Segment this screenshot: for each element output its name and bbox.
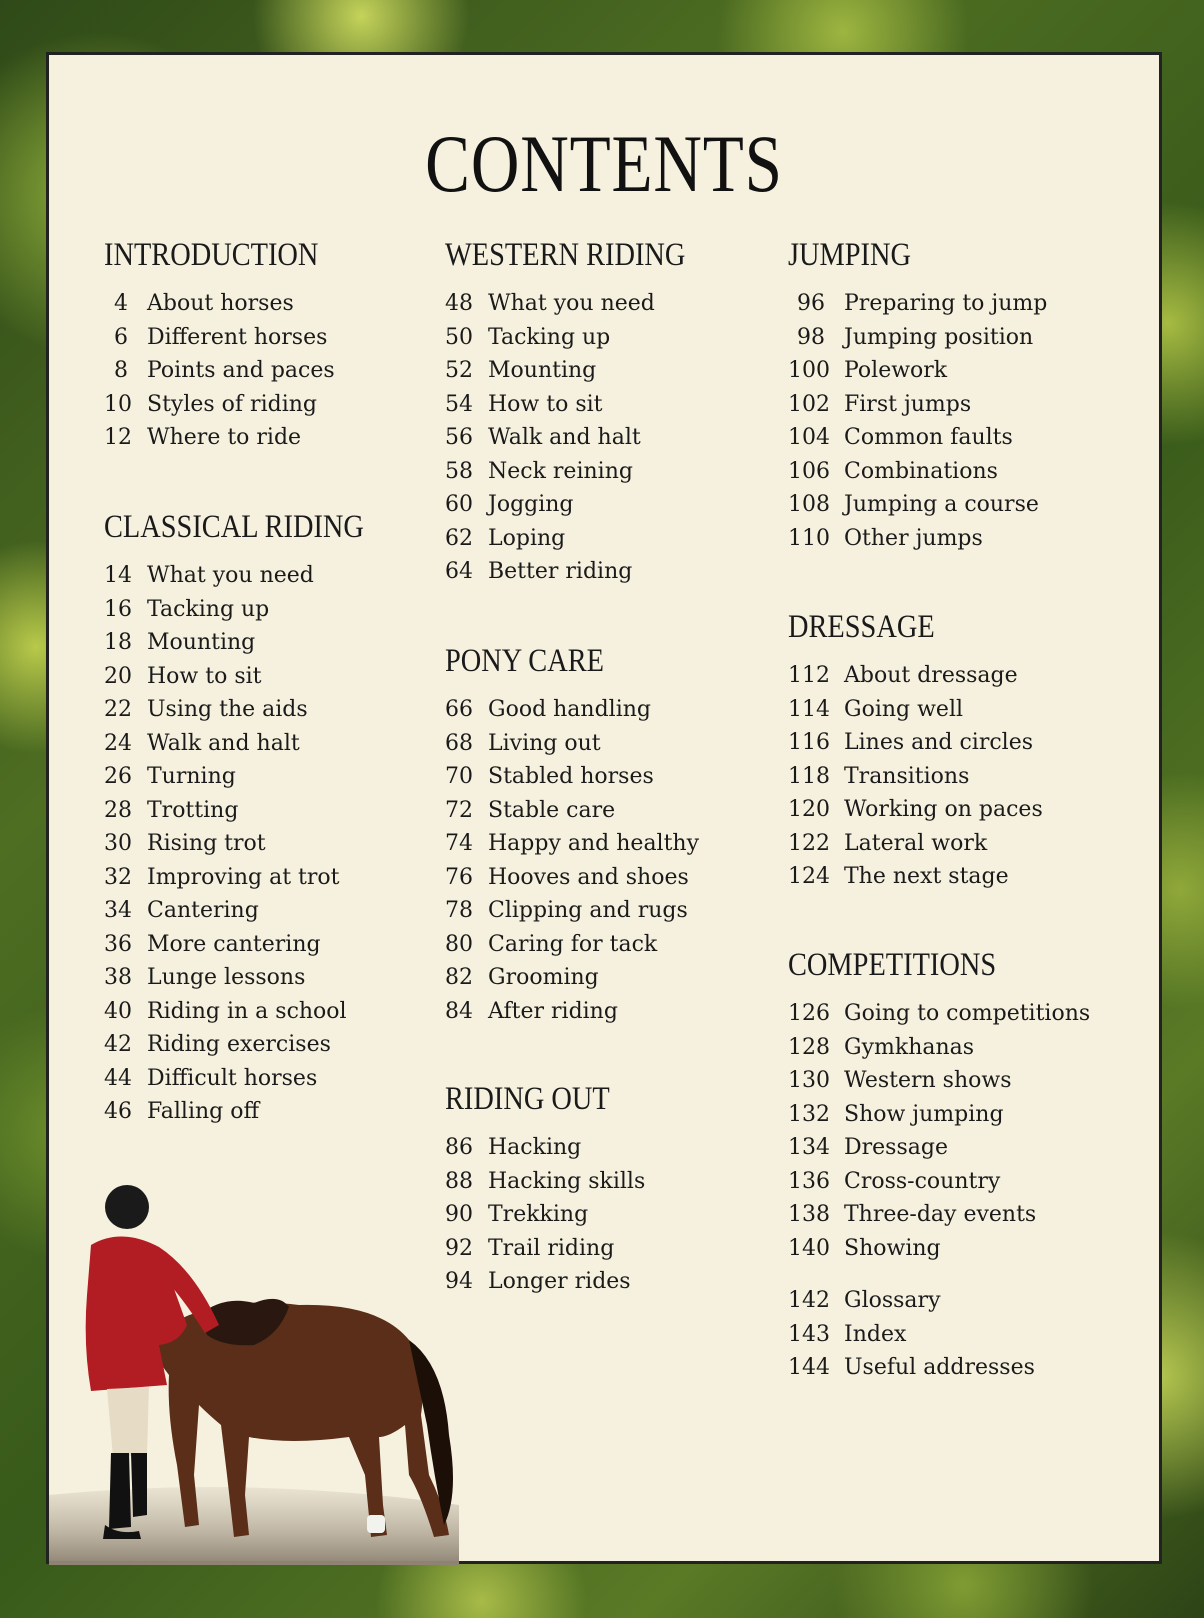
page-number: 108	[788, 492, 830, 517]
entry-title: Preparing to jump	[844, 291, 1048, 316]
entry-title: Going to competitions	[844, 1001, 1091, 1026]
entry-title: Combinations	[844, 458, 998, 484]
page-number: 48	[445, 291, 473, 316]
page-number: 122	[788, 830, 830, 856]
toc-entry[interactable]	[104, 1095, 406, 1129]
toc-entry[interactable]	[104, 760, 406, 794]
toc-entry[interactable]	[788, 354, 1047, 388]
section-heading: DRESSAGE	[788, 609, 935, 645]
toc-entry[interactable]	[788, 726, 1043, 760]
toc-entry[interactable]	[104, 421, 353, 455]
toc-entry[interactable]	[788, 1232, 1090, 1266]
entry-list	[788, 1284, 1035, 1385]
page-number: 36	[104, 931, 132, 957]
page-number: 40	[104, 998, 132, 1024]
page-number: 54	[445, 391, 473, 417]
toc-entry[interactable]	[104, 794, 406, 828]
toc-entry[interactable]	[104, 388, 353, 422]
entry-title: Grooming	[488, 965, 599, 990]
toc-entry[interactable]	[104, 928, 406, 962]
toc-entry[interactable]	[104, 559, 406, 593]
section-heading: RIDING OUT	[445, 1081, 610, 1117]
page-number: 66	[445, 697, 473, 722]
page-number: 34	[104, 898, 132, 923]
toc-entry[interactable]	[445, 827, 699, 861]
toc-entry[interactable]	[104, 861, 406, 895]
toc-entry[interactable]	[104, 727, 406, 761]
toc-entry[interactable]	[788, 1031, 1090, 1065]
section-introduction	[104, 233, 353, 455]
entry-title: Working on paces	[844, 797, 1043, 822]
page-number: 138	[788, 1202, 830, 1227]
entry-title: Lateral work	[844, 830, 988, 856]
page-number: 110	[788, 525, 830, 551]
entry-title: How to sit	[488, 391, 603, 417]
entry-title: The next stage	[844, 864, 1009, 889]
page-number: 60	[445, 492, 473, 517]
entry-title: Tacking up	[488, 324, 611, 350]
section-heading: WESTERN RIDING	[445, 237, 686, 273]
entry-title: Dressage	[844, 1135, 948, 1160]
entry-list	[788, 997, 1090, 1265]
entry-title: Where to ride	[147, 425, 302, 450]
page-number: 118	[788, 763, 830, 789]
entry-title: Going well	[844, 696, 964, 722]
toc-entry[interactable]	[445, 488, 725, 522]
page-number: 90	[445, 1202, 473, 1227]
toc-entry[interactable]	[788, 1098, 1090, 1132]
toc-entry[interactable]	[445, 760, 699, 794]
page-number: 84	[445, 998, 473, 1024]
toc-entry[interactable]	[788, 1318, 1035, 1352]
toc-entry[interactable]	[104, 626, 406, 660]
entry-title: Stable care	[488, 797, 616, 823]
toc-entry[interactable]	[104, 995, 406, 1029]
entry-title: Trekking	[488, 1202, 589, 1227]
entry-title: Neck reining	[488, 458, 633, 484]
entry-title: What you need	[488, 291, 655, 316]
page-title: CONTENTS	[425, 118, 783, 209]
page-number: 16	[104, 596, 132, 622]
page-number: 124	[788, 864, 830, 889]
page-number: 78	[445, 898, 473, 923]
entry-list	[788, 659, 1043, 894]
entry-title: Hacking	[488, 1135, 582, 1160]
toc-entry[interactable]	[445, 995, 699, 1029]
entry-title: After riding	[488, 998, 618, 1024]
toc-entry[interactable]	[445, 693, 699, 727]
entry-title: Trotting	[147, 797, 239, 823]
toc-entry[interactable]	[445, 1198, 645, 1232]
entry-title: Rising trot	[147, 831, 266, 856]
entry-title: Show jumping	[844, 1101, 1004, 1127]
page-number: 20	[104, 663, 132, 689]
section-heading: INTRODUCTION	[104, 237, 319, 273]
entry-title: Lunge lessons	[147, 965, 306, 990]
page-number: 26	[104, 764, 132, 789]
page-number: 116	[788, 730, 830, 755]
entry-list	[788, 287, 1047, 555]
toc-entry[interactable]	[788, 1064, 1090, 1098]
page-number: 126	[788, 1001, 830, 1026]
page-number: 44	[104, 1065, 132, 1091]
page-number: 136	[788, 1168, 830, 1194]
page-number: 56	[445, 425, 473, 450]
page-number: 82	[445, 965, 473, 990]
section-back-matter	[788, 1284, 1035, 1385]
entry-title: Cantering	[147, 898, 259, 923]
entry-title: Other jumps	[844, 525, 983, 551]
entry-title: About horses	[147, 291, 294, 316]
entry-title: Useful addresses	[844, 1355, 1035, 1380]
entry-title: Good handling	[488, 697, 652, 722]
toc-entry[interactable]	[788, 997, 1090, 1031]
entry-title: Difficult horses	[147, 1065, 318, 1091]
entry-title: Cross-country	[844, 1168, 1001, 1194]
toc-entry[interactable]	[445, 455, 725, 489]
section-dressage	[788, 605, 1043, 894]
page-number: 64	[445, 559, 473, 584]
toc-entry[interactable]	[788, 455, 1047, 489]
toc-entry[interactable]	[788, 488, 1047, 522]
page-number: 120	[788, 797, 830, 822]
entry-title: Better riding	[488, 559, 633, 584]
toc-entry[interactable]	[104, 894, 406, 928]
entry-title: Jumping a course	[844, 492, 1039, 517]
entry-title: Caring for tack	[488, 931, 658, 957]
page-number: 4	[114, 291, 128, 316]
toc-entry[interactable]	[445, 388, 725, 422]
entry-title: Common faults	[844, 425, 1013, 450]
entry-title: Riding in a school	[147, 998, 347, 1024]
entry-title: Index	[844, 1321, 907, 1347]
toc-entry[interactable]	[788, 693, 1043, 727]
page-number: 102	[788, 391, 830, 417]
toc-entry[interactable]	[104, 321, 353, 355]
toc-entry[interactable]	[788, 1351, 1035, 1385]
toc-entry[interactable]	[445, 321, 725, 355]
entry-title: More cantering	[147, 931, 321, 957]
toc-entry[interactable]	[788, 1198, 1090, 1232]
entry-title: Mounting	[147, 630, 256, 655]
page-number: 80	[445, 931, 473, 957]
toc-entry[interactable]	[445, 522, 725, 556]
page-number: 12	[104, 425, 132, 450]
contents-page	[46, 52, 1162, 1564]
toc-entry[interactable]	[445, 1165, 645, 1199]
toc-entry[interactable]	[104, 660, 406, 694]
toc-entry[interactable]	[788, 659, 1043, 693]
page-number: 112	[788, 663, 830, 688]
page-number: 32	[104, 864, 132, 890]
toc-entry[interactable]	[445, 894, 699, 928]
entry-title: Styles of riding	[147, 391, 317, 417]
page-number: 142	[788, 1288, 830, 1313]
toc-entry[interactable]	[445, 421, 725, 455]
toc-entry[interactable]	[788, 827, 1043, 861]
toc-entry[interactable]	[788, 1165, 1090, 1199]
page-number: 96	[797, 291, 825, 316]
entry-list	[445, 1131, 645, 1299]
toc-entry[interactable]	[104, 1028, 406, 1062]
toc-entry[interactable]	[104, 593, 406, 627]
rider-and-pony-photo	[49, 1175, 473, 1565]
entry-title: How to sit	[147, 663, 262, 689]
entry-list	[445, 693, 699, 1028]
entry-title: Longer rides	[488, 1269, 631, 1294]
toc-entry[interactable]	[104, 287, 353, 321]
page-number: 50	[445, 324, 473, 350]
entry-title: About dressage	[844, 663, 1018, 688]
entry-title: Loping	[488, 525, 566, 551]
page-number: 70	[445, 764, 473, 789]
page-number: 62	[445, 525, 473, 551]
section-competitions	[788, 943, 1090, 1265]
page-number: 8	[114, 358, 128, 383]
toc-entry[interactable]	[445, 354, 725, 388]
section-pony-care	[445, 639, 699, 1028]
section-heading: CLASSICAL RIDING	[104, 509, 364, 545]
toc-entry[interactable]	[445, 1131, 645, 1165]
page-number: 106	[788, 458, 830, 484]
toc-entry[interactable]	[445, 794, 699, 828]
entry-title: Trail riding	[488, 1235, 615, 1261]
entry-title: Hacking skills	[488, 1168, 646, 1194]
page-number: 68	[445, 730, 473, 756]
page-number: 52	[445, 358, 473, 383]
entry-title: Mounting	[488, 358, 597, 383]
toc-entry[interactable]	[445, 555, 725, 589]
section-heading: JUMPING	[788, 237, 912, 273]
page-number: 132	[788, 1101, 830, 1127]
page-number: 104	[788, 425, 830, 450]
page-number: 22	[104, 697, 132, 722]
page-number: 98	[797, 324, 825, 350]
entry-title: Turning	[147, 764, 236, 789]
entry-title: Different horses	[147, 324, 328, 350]
entry-title: Clipping and rugs	[488, 898, 688, 923]
page-number: 14	[104, 563, 132, 588]
page-number: 38	[104, 965, 132, 990]
toc-entry[interactable]	[445, 727, 699, 761]
entry-title: Hooves and shoes	[488, 864, 689, 890]
page-number: 114	[788, 696, 830, 722]
page-number: 92	[445, 1235, 473, 1261]
toc-entry[interactable]	[788, 421, 1047, 455]
entry-title: Jogging	[488, 492, 574, 517]
entry-title: Western shows	[844, 1068, 1012, 1093]
toc-entry[interactable]	[445, 928, 699, 962]
toc-entry[interactable]	[788, 321, 1047, 355]
toc-entry[interactable]	[788, 522, 1047, 556]
toc-entry[interactable]	[788, 287, 1047, 321]
entry-title: Falling off	[147, 1099, 260, 1124]
entry-title: Riding exercises	[147, 1032, 331, 1057]
page-number: 74	[445, 831, 473, 856]
toc-entry[interactable]	[788, 1284, 1035, 1318]
entry-list	[104, 559, 406, 1129]
page-number: 24	[104, 730, 132, 756]
page-number: 144	[788, 1355, 830, 1380]
entry-title: Tacking up	[147, 596, 270, 622]
page-number: 6	[114, 324, 128, 350]
toc-entry[interactable]	[445, 287, 725, 321]
page-number: 42	[104, 1032, 132, 1057]
page-number: 100	[788, 358, 830, 383]
toc-entry[interactable]	[445, 1265, 645, 1299]
toc-entry[interactable]	[445, 1232, 645, 1266]
page-number: 30	[104, 831, 132, 856]
page-number: 10	[104, 391, 132, 417]
page-number: 130	[788, 1068, 830, 1093]
section-heading: COMPETITIONS	[788, 947, 997, 983]
entry-title: Showing	[844, 1235, 941, 1261]
entry-title: Jumping position	[844, 324, 1034, 350]
toc-entry[interactable]	[104, 354, 353, 388]
toc-entry[interactable]	[788, 860, 1043, 894]
entry-title: Transitions	[844, 763, 970, 789]
entry-title: Living out	[488, 730, 601, 756]
page-number: 128	[788, 1034, 830, 1060]
entry-title: Walk and halt	[147, 730, 300, 756]
page-number: 28	[104, 797, 132, 823]
page-number: 46	[104, 1099, 132, 1124]
entry-list	[104, 287, 353, 455]
toc-entry[interactable]	[788, 1131, 1090, 1165]
entry-title: Happy and healthy	[488, 831, 700, 856]
entry-title: Walk and halt	[488, 425, 641, 450]
toc-entry[interactable]	[788, 388, 1047, 422]
section-heading: PONY CARE	[445, 643, 605, 679]
entry-title: Glossary	[844, 1288, 941, 1313]
section-classical-riding	[104, 505, 406, 1129]
section-western-riding	[445, 233, 725, 589]
entry-title: Improving at trot	[147, 864, 340, 890]
toc-entry[interactable]	[788, 793, 1043, 827]
entry-title: First jumps	[844, 391, 972, 417]
entry-title: Stabled horses	[488, 764, 654, 789]
page-number: 76	[445, 864, 473, 890]
page-number: 143	[788, 1321, 830, 1347]
page-number: 134	[788, 1135, 830, 1160]
toc-entry[interactable]	[104, 961, 406, 995]
page-number: 88	[445, 1168, 473, 1194]
entry-list	[445, 287, 725, 589]
section-jumping	[788, 233, 1047, 555]
page-number: 140	[788, 1235, 830, 1261]
toc-entry[interactable]	[445, 961, 699, 995]
page-number: 58	[445, 458, 473, 484]
entry-title: What you need	[147, 563, 314, 588]
page-number: 72	[445, 797, 473, 823]
entry-title: Gymkhanas	[844, 1034, 975, 1060]
toc-entry[interactable]	[104, 1062, 406, 1096]
page-number: 94	[445, 1269, 473, 1294]
entry-title: Polework	[844, 358, 948, 383]
toc-entry[interactable]	[788, 760, 1043, 794]
toc-entry[interactable]	[445, 861, 699, 895]
entry-title: Using the aids	[147, 697, 308, 722]
entry-title: Points and paces	[147, 358, 335, 383]
page-number: 18	[104, 630, 132, 655]
entry-title: Three-day events	[844, 1202, 1037, 1227]
page-number: 86	[445, 1135, 473, 1160]
toc-entry[interactable]	[104, 827, 406, 861]
entry-title: Lines and circles	[844, 730, 1034, 755]
toc-entry[interactable]	[104, 693, 406, 727]
section-riding-out	[445, 1077, 645, 1299]
